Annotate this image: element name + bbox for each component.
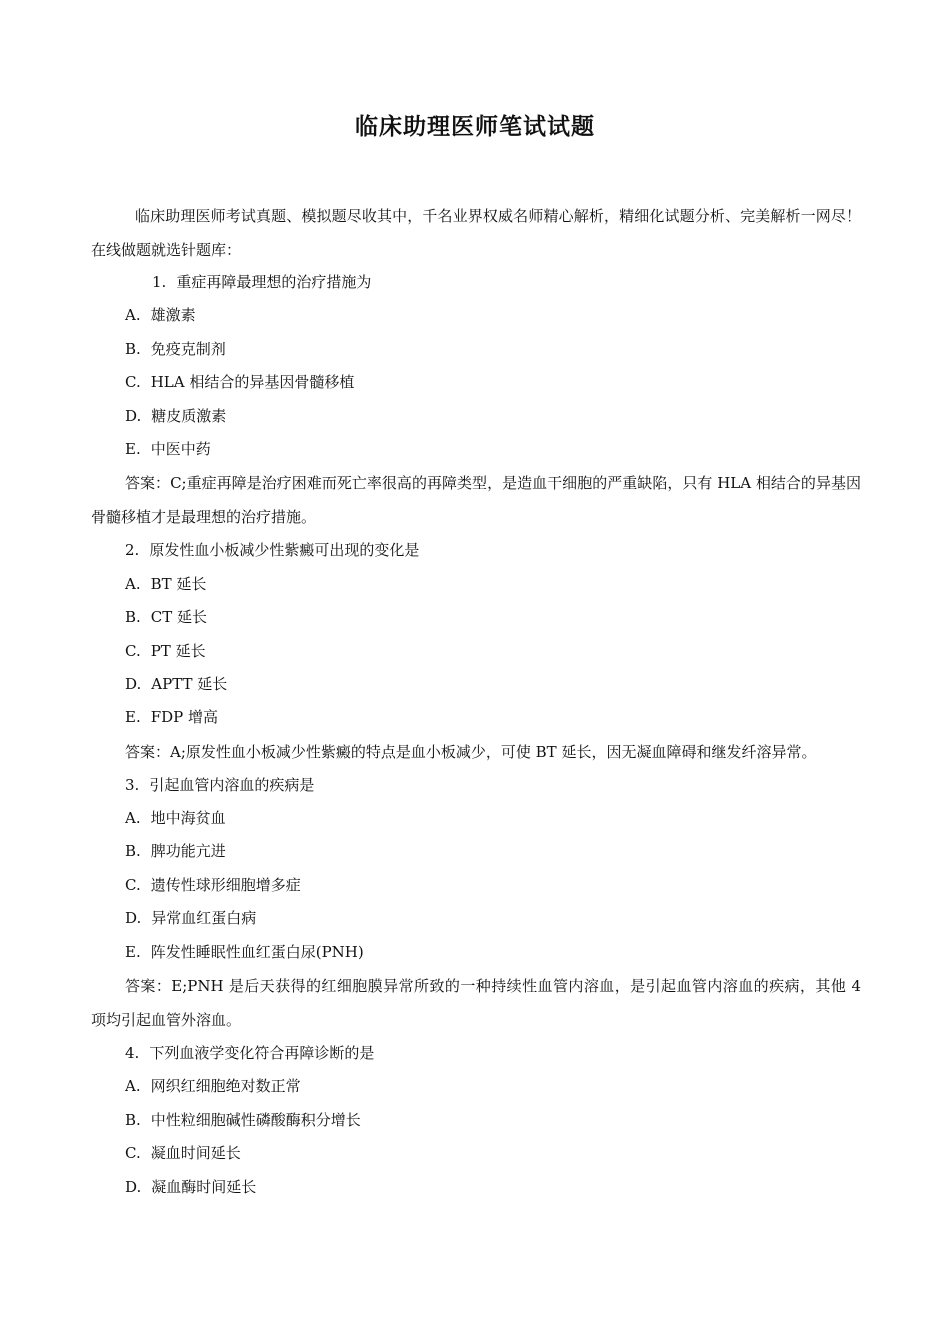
option-letter: E. <box>125 708 141 727</box>
question-number: 3. <box>125 775 140 794</box>
question-3 <box>91 769 861 802</box>
answer-2: 答案：A;原发性血小板减少性紫癜的特点是血小板减少，可使 BT 延长，因无凝血障碍和继发纤溶异常。 <box>125 742 817 761</box>
intro-paragraph: 临床助理医师考试真题、模拟题尽收其中，千名业界权威名师精心解析，精细化试题分析、完美解析一网尽！在线做题就选针题库： <box>91 207 861 259</box>
answer-1: 答案：C;重症再障是治疗困难而死亡率很高的再障类型，是造血干细胞的严重缺陷，只有 HLA 相结合的异基因骨髓移植才是最理想的治疗措施。 <box>91 474 861 527</box>
option-letter: A. <box>125 306 141 325</box>
option-4d <box>91 1171 861 1204</box>
option-letter: A. <box>125 1077 141 1096</box>
option-text: 异常血红蛋白病 <box>151 909 257 928</box>
option-text: 网织红细胞绝对数正常 <box>150 1077 301 1096</box>
option-letter: D. <box>125 674 142 693</box>
option-text: HLA 相结合的异基因骨髓移植 <box>150 373 355 392</box>
option-4b <box>91 1104 861 1137</box>
option-letter: E. <box>125 439 141 458</box>
option-3a <box>91 802 861 835</box>
option-letter: B. <box>125 842 141 861</box>
option-letter: A. <box>125 574 141 593</box>
option-text: 中性粒细胞碱性磷酸酶积分增长 <box>150 1110 361 1129</box>
option-letter: C. <box>125 1144 141 1163</box>
option-letter: E. <box>125 942 141 961</box>
option-text: APTT 延长 <box>151 674 228 693</box>
question-number: 1. <box>152 273 167 291</box>
option-text: 阵发性睡眠性血红蛋白尿(PNH) <box>150 942 364 961</box>
option-3e <box>91 936 861 969</box>
option-letter: C. <box>125 875 141 894</box>
option-text: 雄激素 <box>150 306 196 325</box>
option-4c <box>91 1137 861 1170</box>
option-1c <box>91 366 861 399</box>
question-text: 重症再障最理想的治疗措施为 <box>176 273 372 291</box>
option-letter: D. <box>125 406 142 425</box>
option-3d <box>91 902 861 935</box>
option-1d <box>91 400 861 433</box>
option-text: PT 延长 <box>150 641 206 660</box>
option-letter: A. <box>125 809 141 828</box>
option-letter: B. <box>125 339 141 358</box>
option-letter: B. <box>125 608 141 627</box>
option-text: 凝血酶时间延长 <box>151 1177 257 1196</box>
option-2c <box>91 635 861 668</box>
question-list <box>91 266 861 1204</box>
option-text: 中医中药 <box>150 439 211 458</box>
option-letter: C. <box>125 641 141 660</box>
question-number: 4. <box>125 1044 140 1063</box>
option-text: 遗传性球形细胞增多症 <box>150 875 301 894</box>
question-text: 下列血液学变化符合再障诊断的是 <box>149 1044 375 1063</box>
question-number: 2. <box>125 541 140 560</box>
option-text: 糖皮质激素 <box>151 406 227 425</box>
question-text: 原发性血小板减少性紫癜可出现的变化是 <box>149 541 420 560</box>
option-letter: B. <box>125 1110 141 1129</box>
option-2e <box>91 701 861 734</box>
page-title: 临床助理医师笔试试题 <box>355 114 595 140</box>
option-1a <box>91 299 861 332</box>
option-3c <box>91 869 861 902</box>
option-letter: D. <box>125 909 142 928</box>
option-text: 凝血时间延长 <box>150 1144 241 1163</box>
option-letter: C. <box>125 373 141 392</box>
option-text: 脾功能亢进 <box>150 842 226 861</box>
answer-3: 答案：E;PNH 是后天获得的红细胞膜异常所致的一种持续性血管内溶血，是引起血管内溶血的疾病，其他 4 项均引起血管外溶血。 <box>91 977 861 1030</box>
question-2 <box>91 534 861 567</box>
option-letter: D. <box>125 1177 142 1196</box>
question-4 <box>91 1037 861 1070</box>
option-text: 地中海贫血 <box>150 809 226 828</box>
option-4a <box>91 1070 861 1103</box>
option-text: CT 延长 <box>150 608 208 627</box>
option-2a <box>91 568 861 601</box>
option-1e <box>91 433 861 466</box>
question-1 <box>91 266 861 299</box>
option-text: 免疫克制剂 <box>150 339 226 358</box>
option-text: BT 延长 <box>150 574 207 593</box>
option-2b <box>91 601 861 634</box>
option-1b <box>91 333 861 366</box>
option-2d <box>91 668 861 701</box>
option-3b <box>91 835 861 868</box>
option-text: FDP 增高 <box>150 708 219 727</box>
question-text: 引起血管内溶血的疾病是 <box>149 775 315 794</box>
